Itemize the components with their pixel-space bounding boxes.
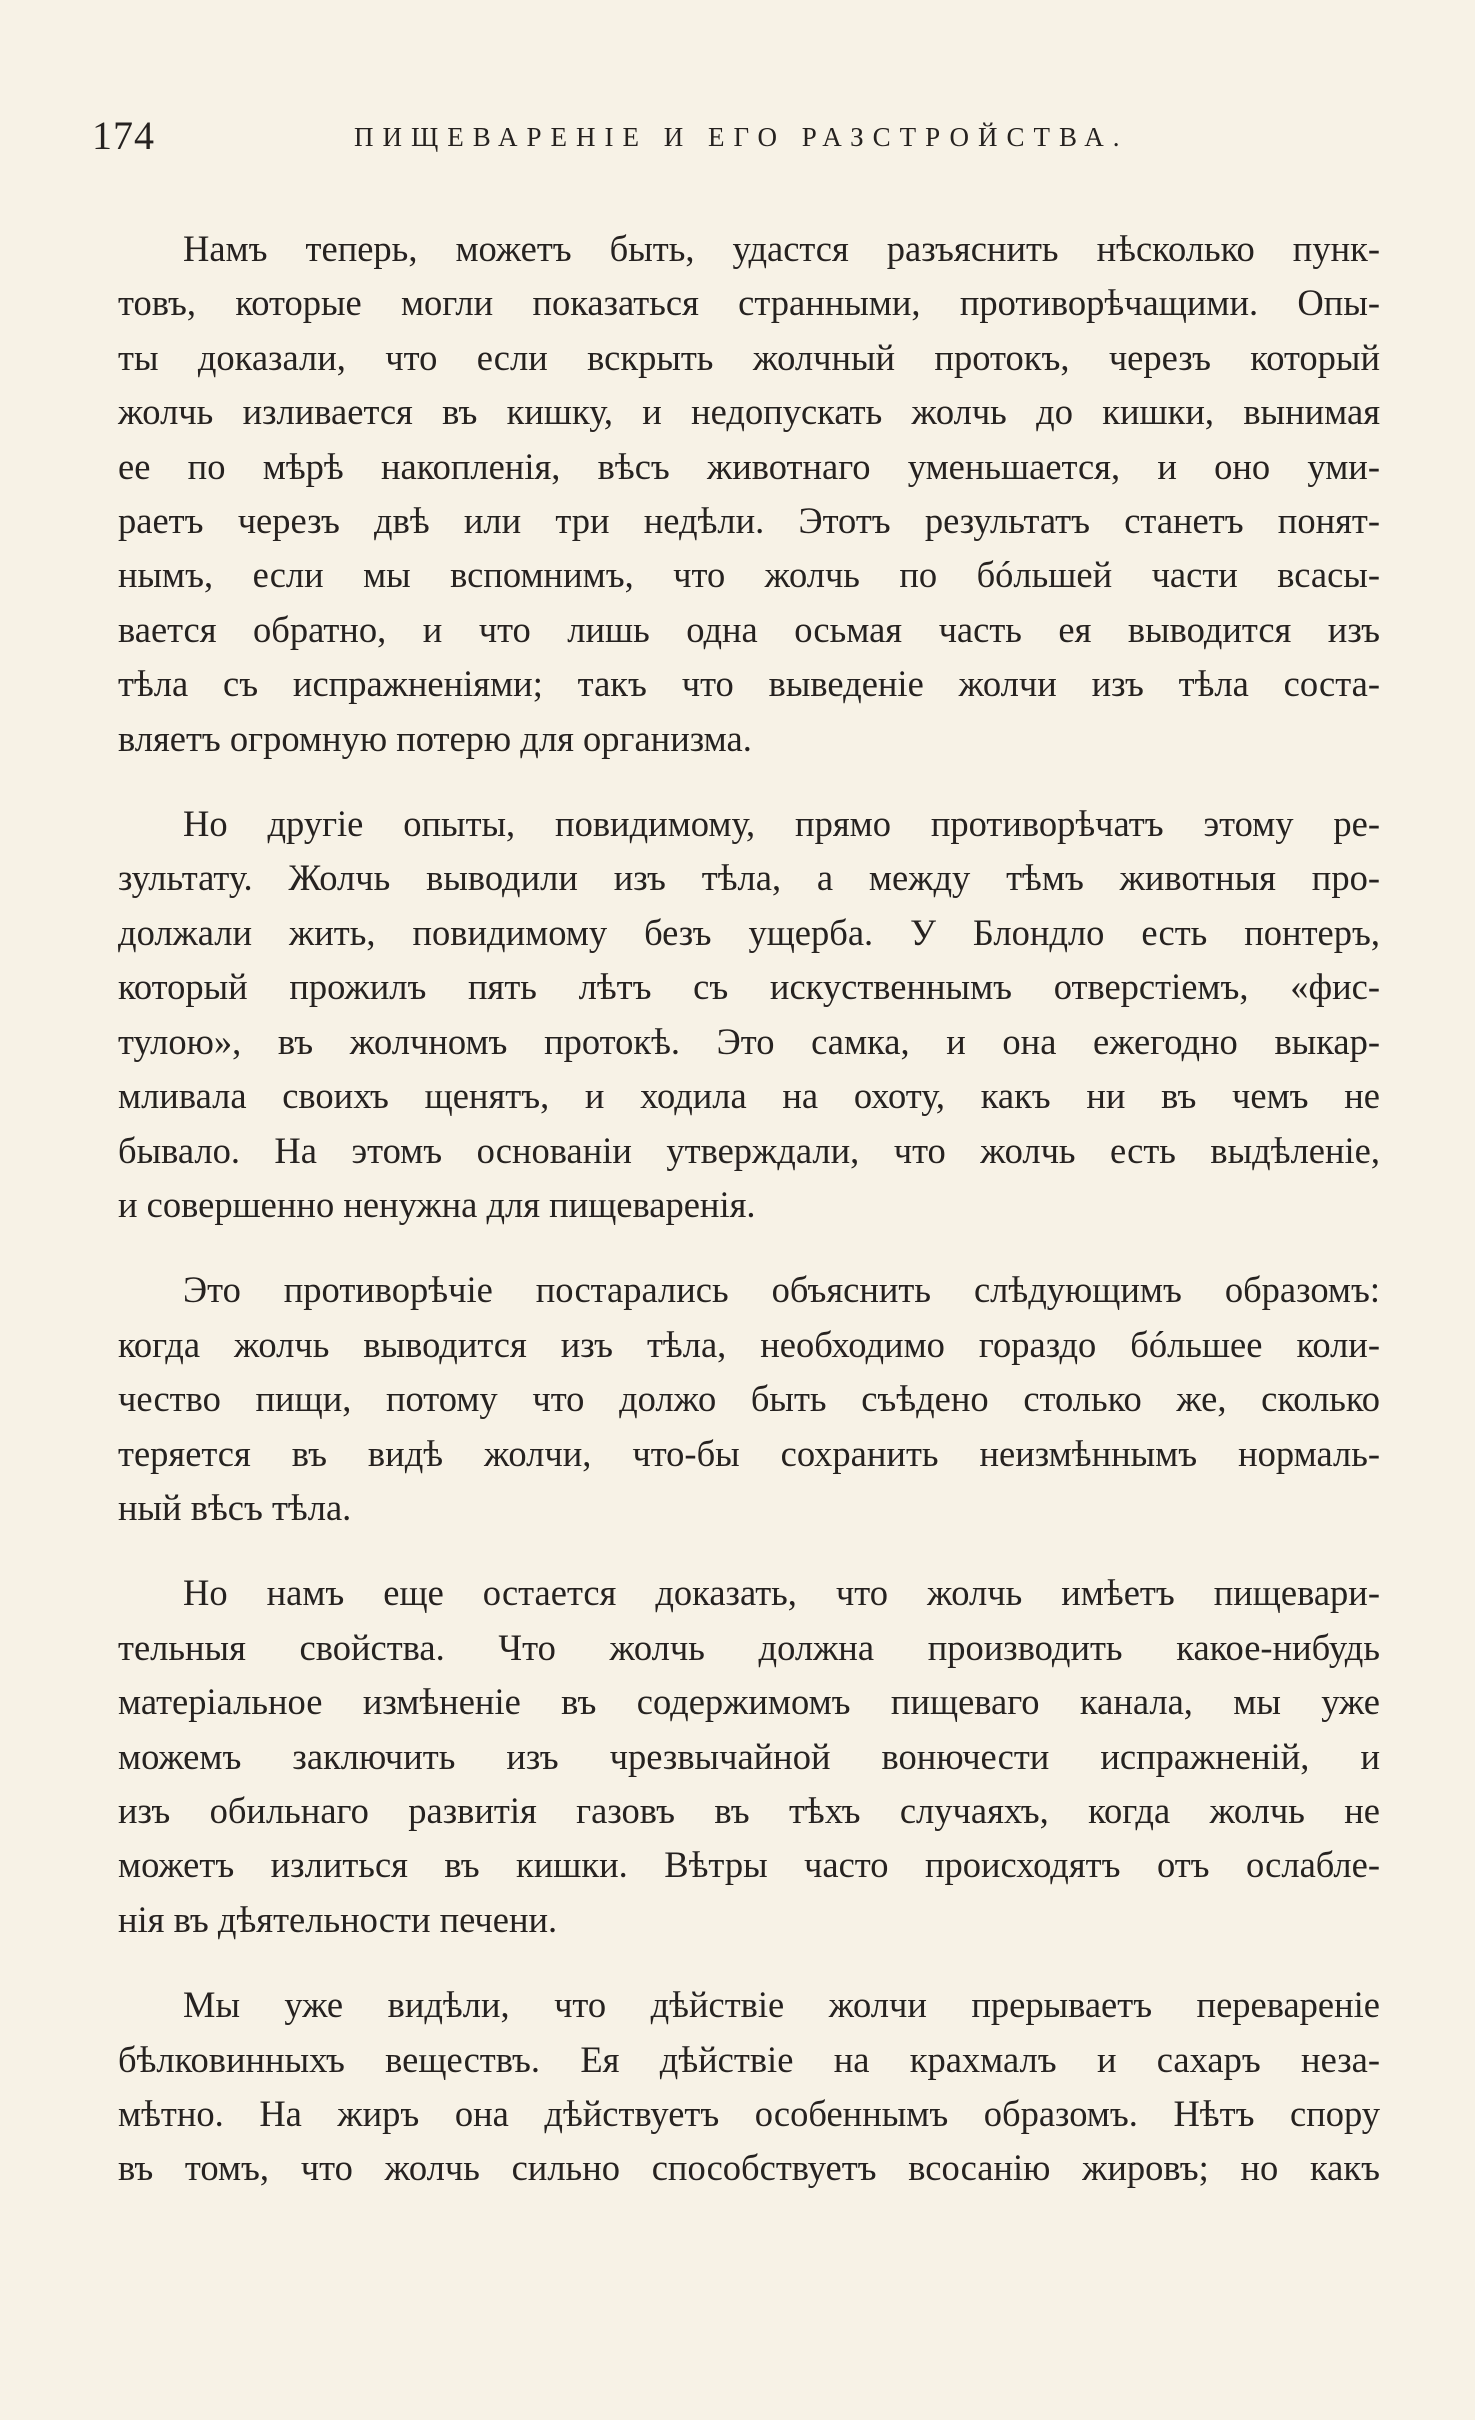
text-line: зультату. Жолчь выводили изъ тѣла, а между тѣмъ животныя про-: [118, 857, 1380, 899]
text-line: въ томъ, что жолчь сильно способствуетъ всосанію жировъ; но какъ: [118, 2147, 1380, 2189]
text-line: Но намъ еще остается доказать, что жолчь имѣетъ пищевари-: [183, 1572, 1380, 1614]
text-line: ее по мѣрѣ накопленія, вѣсъ животнаго уменьшается, и оно уми-: [118, 445, 1380, 487]
text-line: тѣла съ испражненіями; такъ что выведеніе жолчи изъ тѣла соста-: [118, 663, 1380, 705]
text-line: мливала своихъ щенятъ, и ходила на охоту, какъ ни въ чемъ не: [118, 1075, 1380, 1117]
text-line: чество пищи, потому что должо быть съѣдено столько же, сколько: [118, 1378, 1380, 1420]
text-line: матеріальное измѣненіе въ содержимомъ пищеваго канала, мы уже: [118, 1681, 1380, 1723]
text-line: вляетъ огромную потерю для организма.: [118, 717, 752, 759]
paragraph: [118, 1263, 1380, 1535]
text-line: Но другіе опыты, повидимому, прямо противорѣчатъ этому ре-: [183, 803, 1380, 845]
text-line: можетъ излиться въ кишки. Вѣтры часто происходятъ отъ ослабле-: [118, 1844, 1380, 1886]
text-line: Намъ теперь, можетъ быть, удастся разъяснить нѣсколько пунк-: [183, 228, 1380, 269]
running-head: [92, 112, 1382, 172]
text-line: можемъ заключить изъ чрезвычайной вонючести испражненій, и: [118, 1735, 1380, 1777]
text-line: бѣлковинныхъ веществъ. Ея дѣйствіе на крахмалъ и сахаръ неза-: [118, 2038, 1380, 2080]
text-line: ный вѣсъ тѣла.: [118, 1486, 352, 1528]
paragraph: [118, 222, 1380, 766]
text-line: товъ, которые могли показаться странными, противорѣчащими. Опы-: [118, 282, 1380, 324]
paragraph: [118, 797, 1380, 1232]
text-line: нія въ дѣятельности печени.: [118, 1898, 558, 1940]
text-line: изъ обильнаго развитія газовъ въ тѣхъ случаяхъ, когда жолчь не: [118, 1789, 1380, 1831]
text-line: раетъ черезъ двѣ или три недѣли. Этотъ результатъ станетъ понят-: [118, 500, 1380, 542]
text-line: нымъ, если мы вспомнимъ, что жолчь по бóльшей части всасы-: [118, 554, 1380, 596]
text-line: Это противорѣчіе постарались объяснить слѣдующимъ образомъ:: [183, 1269, 1380, 1311]
body-text: [118, 222, 1380, 2227]
text-line: тельныя свойства. Что жолчь должна производить какое-нибудь: [118, 1626, 1380, 1668]
paragraph: [118, 1978, 1380, 2196]
text-line: и совершенно ненужна для пищеваренія.: [118, 1183, 756, 1225]
text-line: должали жить, повидимому безъ ущерба. У Блондло есть понтеръ,: [118, 911, 1380, 953]
running-title: ПИЩЕВАРЕНІЕ И ЕГО РАЗСТРОЙСТВА.: [354, 122, 1129, 152]
paragraph: [118, 1566, 1380, 1947]
text-line: жолчь изливается въ кишку, и недопускать жолчь до кишки, вынимая: [118, 391, 1380, 433]
text-line: мѣтно. На жиръ она дѣйствуетъ особеннымъ образомъ. Нѣтъ спору: [118, 2093, 1380, 2134]
text-line: бывало. На этомъ основаніи утверждали, что жолчь есть выдѣленіе,: [118, 1129, 1380, 1171]
page-number: 174: [92, 113, 155, 158]
text-line: тулою», въ жолчномъ протокѣ. Это самка, и она ежегодно выкар-: [118, 1020, 1380, 1062]
text-line: ты доказали, что если вскрыть жолчный протокъ, черезъ который: [118, 336, 1380, 378]
text-line: теряется въ видѣ жолчи, что-бы сохранить неизмѣннымъ нормаль-: [118, 1432, 1380, 1474]
text-line: который прожилъ пять лѣтъ съ искуственнымъ отверстіемъ, «фис-: [118, 966, 1380, 1008]
text-line: когда жолчь выводится изъ тѣла, необходимо гораздо бóльшее коли-: [118, 1323, 1380, 1365]
text-line: Мы уже видѣли, что дѣйствіе жолчи прерываетъ переваренiе: [183, 1984, 1380, 2026]
text-line: вается обратно, и что лишь одна осьмая часть ея выводится изъ: [118, 608, 1380, 650]
